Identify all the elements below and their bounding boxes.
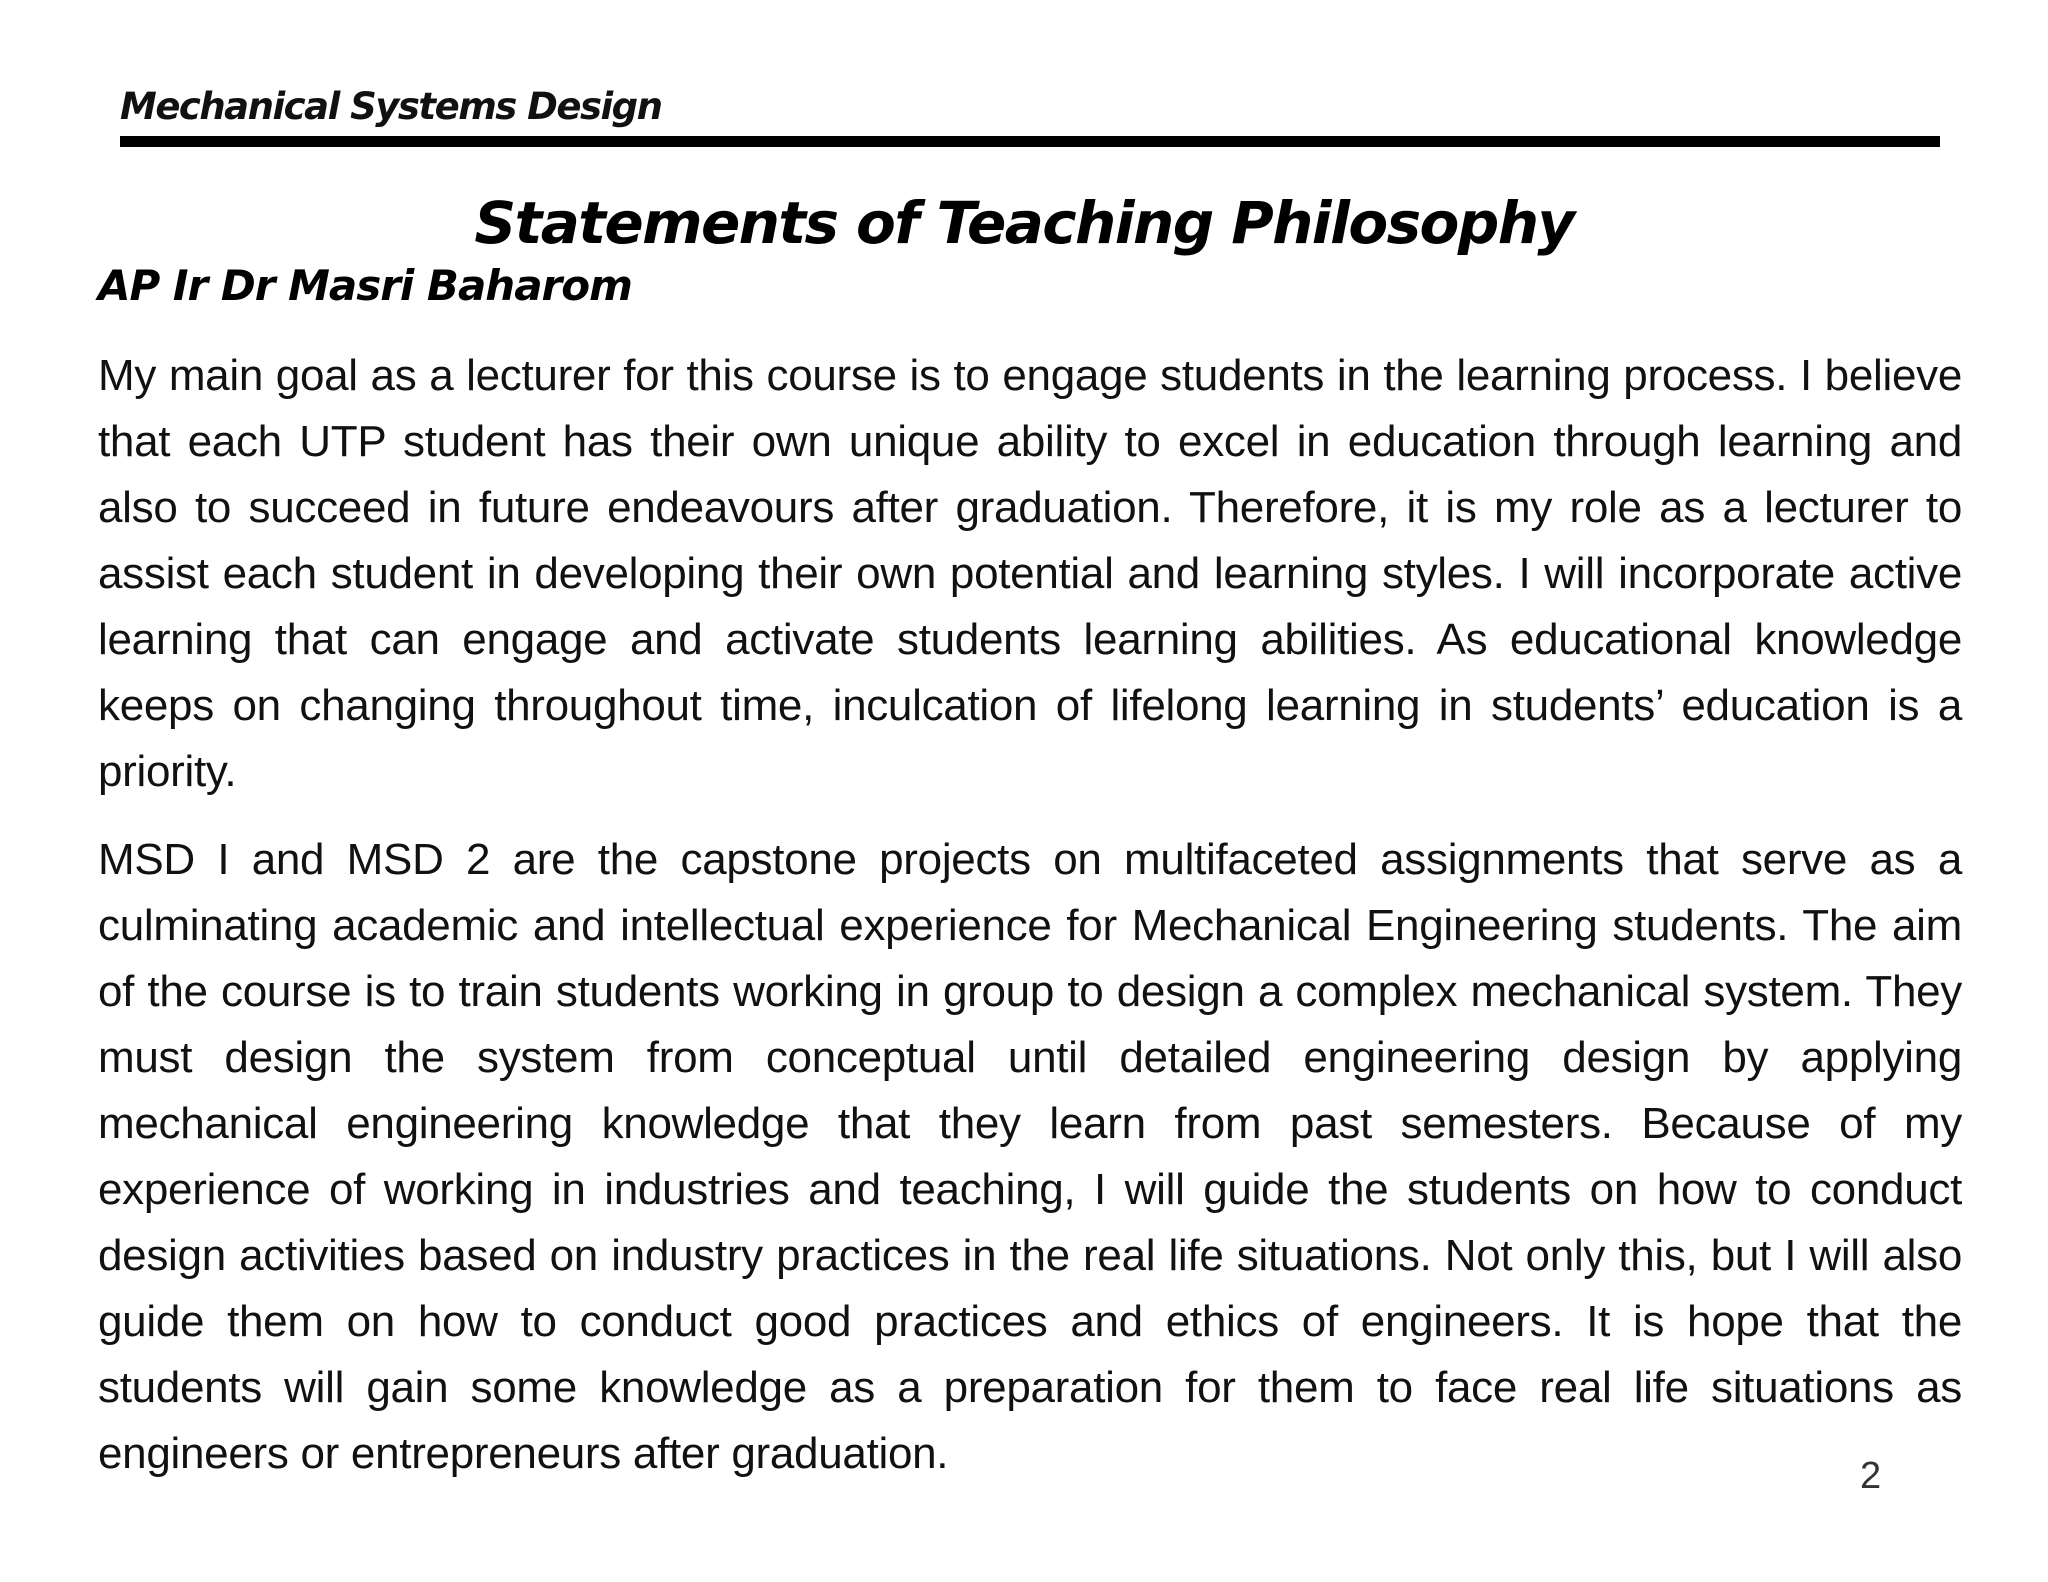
- course-header-label: Mechanical Systems Design: [120, 85, 662, 128]
- page-number: 2: [1860, 1455, 1882, 1497]
- author-name: AP Ir Dr Masri Baharom: [98, 261, 632, 310]
- header-divider: [120, 136, 1940, 147]
- paragraph-1: My main goal as a lecturer for this course is to engage students in the learning process. I believe that each UTP student has their own unique ability to excel in education through learning and also to succeed in future endeavours after graduation. Therefore, it is my role as a lecturer to assist each student in developing their own potential and learning styles. I will incorporate active learning that can engage and activate students learning abilities. As educational knowledge keeps on changing throughout time, inculcation of lifelong learning in students’ education is a priority.: [98, 351, 1962, 796]
- paragraph-2: MSD I and MSD 2 are the capstone projects on multifaceted assignments that serve as a culminating academic and intellectual experience for Mechanical Engineering students. The aim of the course is to train students working in group to design a complex mechanical system. They must design the system from conceptual until detailed engineering design by applying mechanical engineering knowledge that they learn from past semesters. Because of my experience of working in industries and teaching, I will guide the students on how to conduct design activities based on industry practices in the real life situations. Not only this, but I will also guide them on how to conduct good practices and ethics of engineers. It is hope that the students will gain some knowledge as a preparation for them to face real life situations as engineers or entrepreneurs after graduation.: [98, 835, 1962, 1478]
- page-title: Statements of Teaching Philosophy: [474, 188, 1574, 257]
